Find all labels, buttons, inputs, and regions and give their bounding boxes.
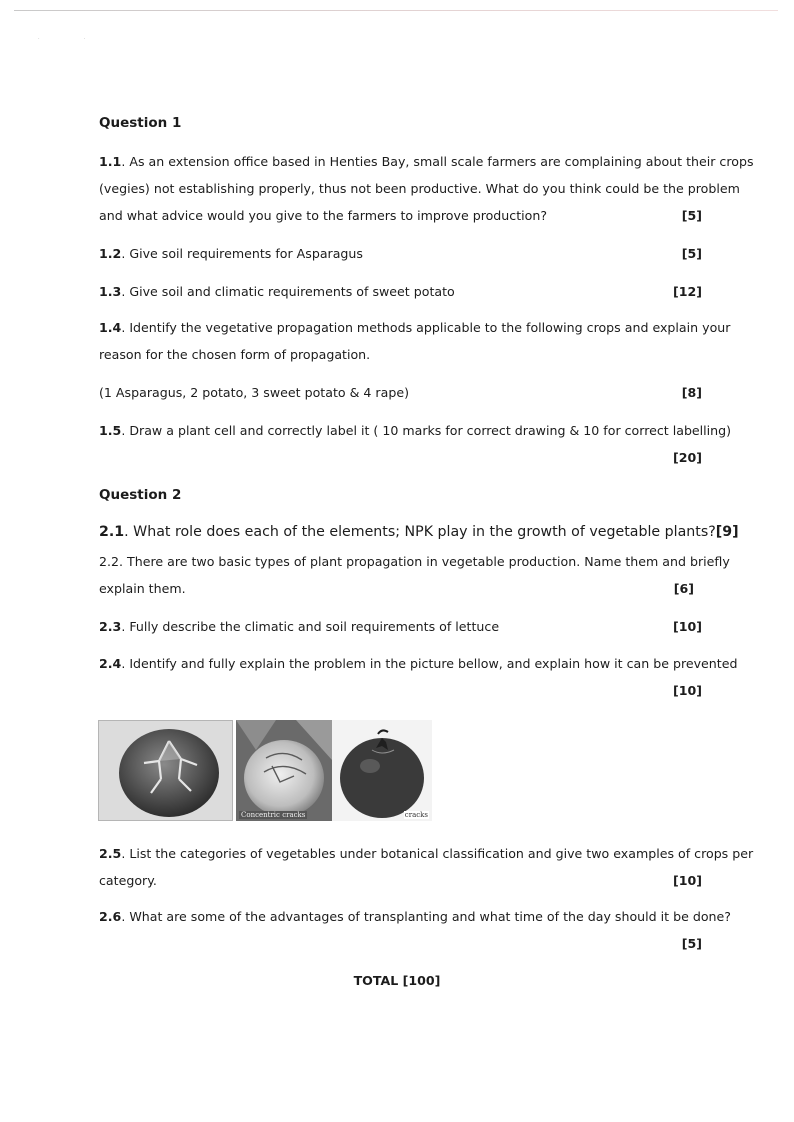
question-2-3: 2.3. Fully describe the climatic and soil requirements of lettuce [10] bbox=[99, 613, 702, 640]
marks-label: [5] bbox=[681, 936, 702, 951]
scan-edge-line bbox=[14, 10, 778, 11]
marks-label: [10] bbox=[672, 683, 702, 698]
marks-label: [20] bbox=[672, 450, 702, 465]
scan-specks: · · bbox=[38, 36, 86, 42]
marks-label: [5] bbox=[681, 208, 702, 223]
question-number: 1.5 bbox=[99, 423, 122, 438]
marks-label: [9] bbox=[715, 524, 739, 540]
question-text: Give soil and climatic requirements of sweet potato bbox=[129, 284, 455, 299]
cracked-tomato-photo bbox=[332, 720, 432, 821]
marks-label: [10] bbox=[672, 873, 702, 888]
question-text: 2.2. There are two basic types of plant propagation in vegetable production. Name them and briefly bbox=[99, 554, 730, 569]
question-2-6: 2.6. What are some of the advantages of transplanting and what time of the day should it be done? [5] bbox=[99, 903, 702, 957]
question-text: explain them. bbox=[99, 581, 186, 596]
question-text: (1 Asparagus, 2 potato, 3 sweet potato & 4 rape) bbox=[99, 385, 409, 400]
question-1-heading: Question 1 bbox=[99, 115, 182, 131]
question-number: 1.2 bbox=[99, 246, 122, 261]
question-text: Give soil requirements for Asparagus bbox=[129, 246, 363, 261]
question-1-3: 1.3. Give soil and climatic requirements of sweet potato [12] bbox=[99, 278, 702, 305]
question-text: Fully describe the climatic and soil requirements of lettuce bbox=[129, 619, 500, 634]
question-1-4: 1.4. Identify the vegetative propagation methods applicable to the following crops and explain your reason for the chosen form of propagation. bbox=[99, 314, 702, 368]
photo-caption: Concentric cracks bbox=[241, 811, 306, 819]
question-number: 2.1 bbox=[99, 524, 125, 540]
question-1-5: 1.5. Draw a plant cell and correctly label it ( 10 marks for correct drawing & 10 for correct labelling) [20] bbox=[99, 417, 702, 471]
marks-label: [10] bbox=[672, 619, 702, 634]
question-text: Draw a plant cell and correctly label it ( 10 marks for correct drawing & 10 for correct labelling) bbox=[129, 423, 732, 438]
question-text: What role does each of the elements; NPK play in the growth of vegetable plants? bbox=[133, 524, 716, 540]
question-number: 2.4 bbox=[99, 656, 122, 671]
question-number: 1.1 bbox=[99, 154, 122, 169]
question-text: (vegies) not establishing properly, thus not been productive. What do you think could be the problem bbox=[99, 181, 740, 196]
marks-label: [6] bbox=[673, 581, 694, 596]
question-text: category. bbox=[99, 873, 157, 888]
question-2-4: 2.4. Identify and fully explain the problem in the picture bellow, and explain how it can be prevented [10] bbox=[99, 650, 702, 704]
question-number: 1.3 bbox=[99, 284, 122, 299]
cracked-tomato-photo bbox=[98, 720, 233, 821]
question-2-heading: Question 2 bbox=[99, 487, 182, 503]
question-text: As an extension office based in Henties Bay, small scale farmers are complaining about their crops bbox=[129, 154, 754, 169]
photo-caption: cracks bbox=[404, 811, 428, 819]
marks-label: [8] bbox=[681, 385, 702, 400]
question-text: List the categories of vegetables under botanical classification and give two examples of crops per bbox=[129, 846, 754, 861]
question-2-1: 2.1. What role does each of the elements; NPK play in the growth of vegetable plants? [9] bbox=[99, 519, 702, 546]
tomato-cracks-photos bbox=[98, 720, 432, 821]
question-number: 2.3 bbox=[99, 619, 122, 634]
question-text: and what advice would you give to the farmers to improve production? bbox=[99, 208, 548, 223]
question-number: 2.6 bbox=[99, 909, 122, 924]
question-2-2 bbox=[99, 548, 730, 602]
question-1-1: 1.1. As an extension office based in Henties Bay, small scale farmers are complaining about their crops (vegies) not establishing properly, thus not been productive. What do you think could be the problem and what advice would you give to the farmers to improve production? [5] bbox=[99, 148, 702, 229]
question-text: What are some of the advantages of transplanting and what time of the day should it be done? bbox=[129, 909, 731, 924]
question-text: Identify the vegetative propagation methods applicable to the following crops and explain your bbox=[129, 320, 731, 335]
question-number: 1.4 bbox=[99, 320, 122, 335]
question-2-5: 2.5. List the categories of vegetables under botanical classification and give two examples of crops per category. [10] bbox=[99, 840, 702, 894]
cracked-tomato-photo bbox=[236, 720, 332, 821]
question-text: reason for the chosen form of propagation. bbox=[99, 347, 371, 362]
question-text: Identify and fully explain the problem in the picture bellow, and explain how it can be prevented bbox=[129, 656, 738, 671]
question-1-2: 1.2. Give soil requirements for Asparagus [5] bbox=[99, 240, 702, 267]
total-marks: TOTAL [100] bbox=[353, 973, 441, 988]
marks-label: [5] bbox=[681, 246, 702, 261]
question-number: 2.5 bbox=[99, 846, 122, 861]
question-1-4-crops bbox=[99, 379, 702, 406]
marks-label: [12] bbox=[672, 284, 702, 299]
